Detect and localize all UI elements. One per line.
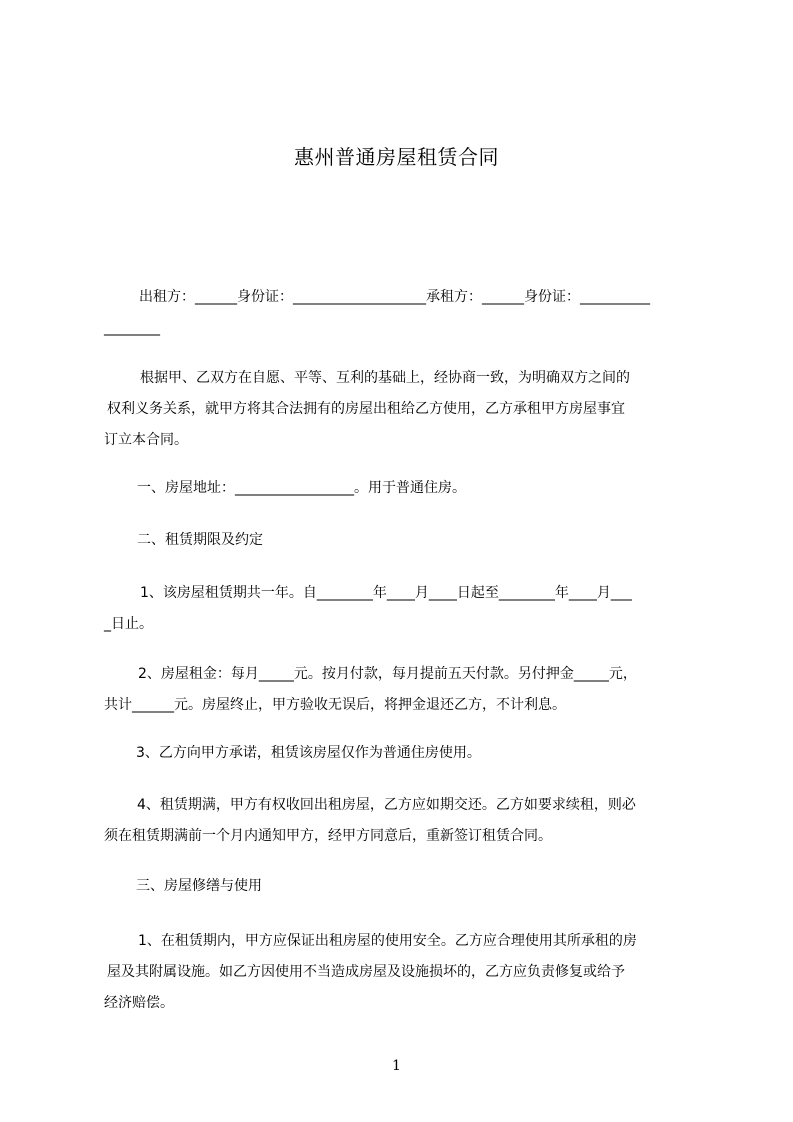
section-2-heading (104, 525, 702, 556)
intro-line-2: 权利义务关系，就甲方将其合法拥有的房屋出租给乙方使用，乙方承租甲方房屋事宜 (107, 401, 625, 417)
clause-3-1-maintenance (104, 926, 702, 1019)
intro-line-3: 订立本合同。 (104, 432, 188, 448)
clause-3-1-line-2: 屋及其附属设施。如乙方因使用不当造成房屋及设施损坏的，乙方应负责修复或给予 (107, 964, 625, 980)
parties-line-1: 出租方：______身份证：___________________承租方：______身份证：__________ (139, 289, 650, 305)
section-1-house-address (104, 473, 702, 504)
clause-3-1-line-3: 经济赔偿。 (104, 995, 174, 1011)
clause-2-1-line-1: 1、该房屋租赁期共一年。自________年____月____日起至________年____月___ (140, 585, 632, 601)
section-3-heading-text: 三、房屋修缮与使用 (136, 878, 262, 894)
clause-2-4-line-2: 须在租赁期满前一个月内通知甲方，经甲方同意后，重新签订租赁合同。 (104, 828, 552, 844)
clause-2-1-line-2: _日止。 (104, 616, 153, 632)
section-2-heading-text: 二、租赁期限及约定 (137, 532, 263, 548)
clause-2-4-renewal (104, 790, 702, 852)
clause-2-4-line-1: 4、租赁期满，甲方有权收回出租房屋，乙方应如期交还。乙方如要求续租，则必 (137, 797, 636, 813)
clause-2-1-lease-term (104, 578, 702, 640)
clause-2-3-line-1: 3、乙方向甲方承诺，租赁该房屋仅作为普通住房使用。 (136, 745, 481, 761)
intro-paragraph (104, 363, 702, 456)
clause-3-1-line-1: 1、在租赁期内，甲方应保证出租房屋的使用安全。乙方应合理使用其所承租的房 (138, 933, 637, 949)
clause-2-2-line-1: 2、房屋租金：每月_____元。按月付款，每月提前五天付款。另付押金_____元， (138, 666, 637, 682)
clause-2-3-usage (104, 738, 702, 769)
clause-2-2-line-2: 共计______元。房屋终止，甲方验收无误后，将押金退还乙方，不计利息。 (104, 697, 566, 713)
clause-2-2-rent (104, 659, 702, 721)
page-number: 1 (392, 1058, 401, 1074)
intro-line-1: 根据甲、乙双方在自愿、平等、互利的基础上，经协商一致，为明确双方之间的 (140, 370, 630, 386)
section-3-heading (104, 871, 702, 902)
parties-paragraph (104, 282, 702, 344)
parties-line-2: ________ (104, 320, 160, 336)
section-1-line-1: 一、房屋地址：_________________。用于普通住房。 (137, 480, 466, 496)
document-title: 惠州普通房屋租赁合同 (294, 145, 499, 169)
